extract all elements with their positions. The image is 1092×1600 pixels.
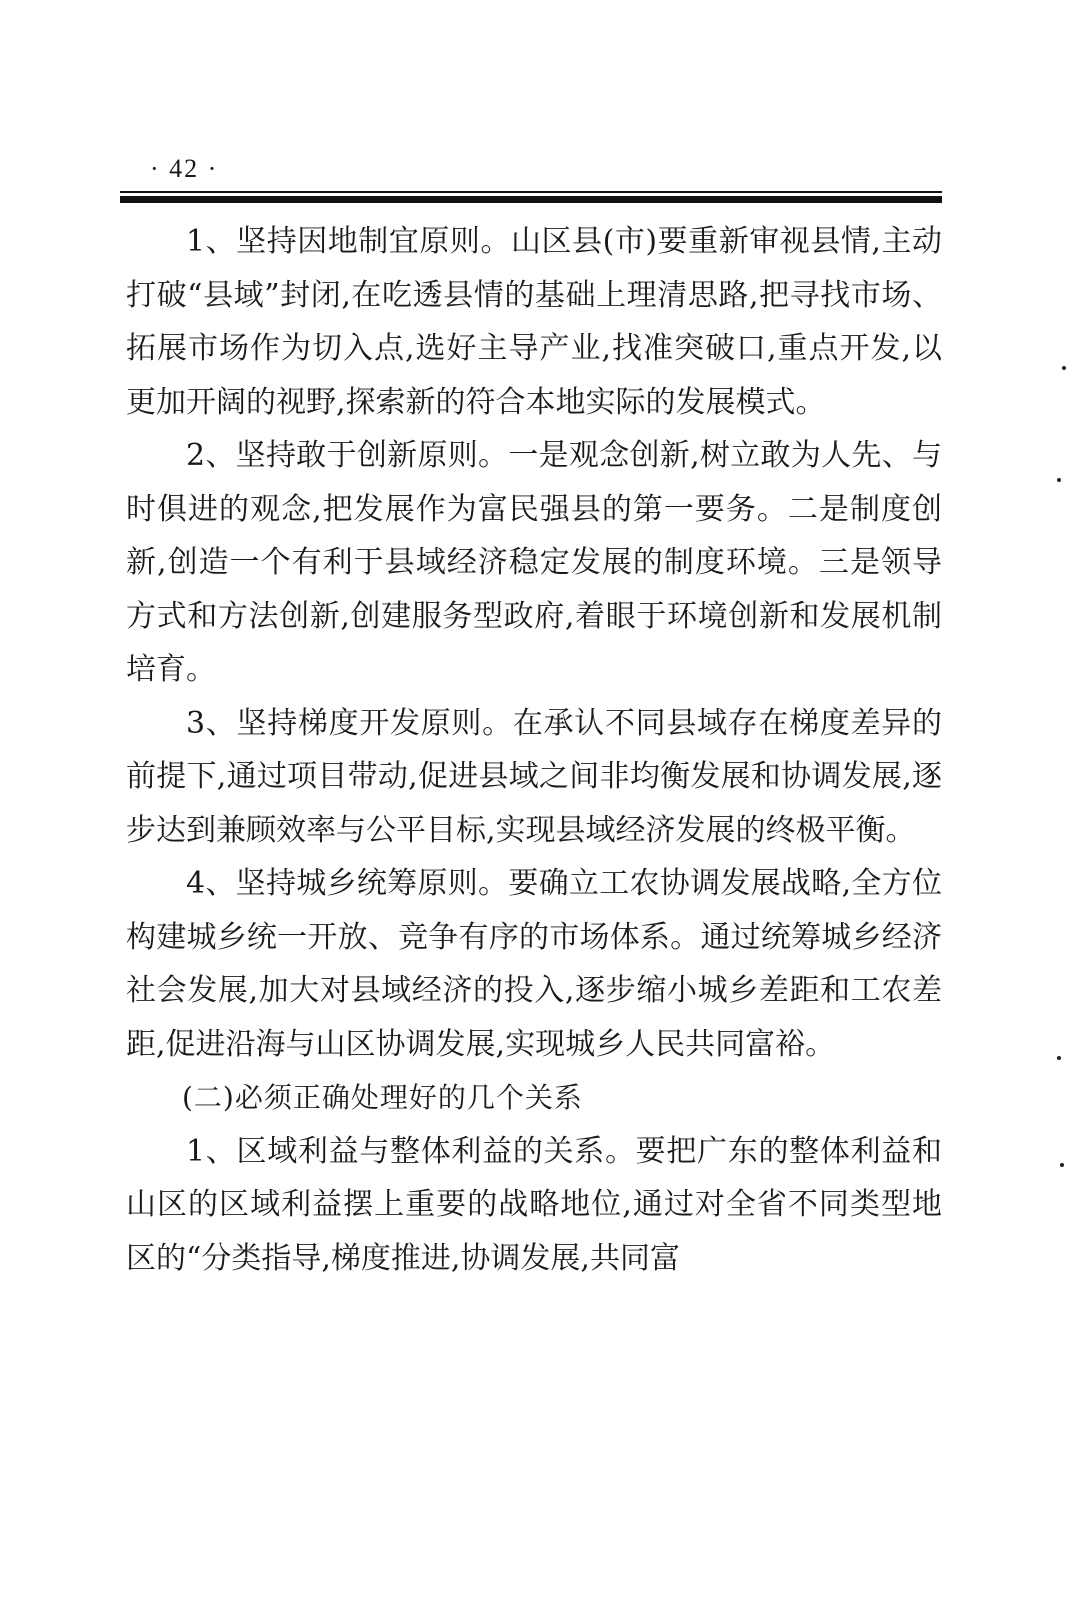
paragraph-principle-4: 4、坚持城乡统筹原则。要确立工农协调发展战略,全方位构建城乡统一开放、竞争有序的市场体系。通过统筹城乡经济社会发展,加大对县域经济的投入,逐步缩小城乡差距和工农差距,促进沿海与山区协调发展,实现城乡人民共同富裕。: [126, 866, 942, 1062]
paragraph-principle-1: 1、坚持因地制宜原则。山区县(市)要重新审视县情,主动打破“县域”封闭,在吃透县情的基础上理清思路,把寻找市场、拓展市场作为切入点,选好主导产业,找准突破口,重点开发,以更加开阔的视野,探索新的符合本地实际的发展模式。: [126, 224, 942, 420]
section-subheading: (二)必须正确处理好的几个关系: [182, 1081, 583, 1114]
header-rule-thick: [120, 196, 942, 203]
paragraph-relation-1: 1、区域利益与整体利益的关系。要把广东的整体利益和山区的区域利益摆上重要的战略地位,通过对全省不同类型地区的“分类指导,梯度推进,协调发展,共同富: [126, 1133, 942, 1276]
scan-speck: [1057, 1056, 1061, 1060]
scan-speck: [1057, 478, 1061, 482]
scan-speck: [1060, 1163, 1064, 1167]
page-number: · 42 ·: [150, 154, 219, 183]
page-header: [120, 150, 942, 200]
scan-speck: [1062, 366, 1066, 370]
paragraph-principle-3: 3、坚持梯度开发原则。在承认不同县域存在梯度差异的前提下,通过项目带动,促进县域之间非均衡发展和协调发展,逐步达到兼顾效率与公平目标,实现县域经济发展的终极平衡。: [126, 705, 942, 848]
body-text: [126, 215, 942, 1285]
header-rule-thin: [120, 191, 942, 193]
paragraph-principle-2: 2、坚持敢于创新原则。一是观念创新,树立敢为人先、与时俱进的观念,把发展作为富民强县的第一要务。二是制度创新,创造一个有利于县域经济稳定发展的制度环境。三是领导方式和方法创新,创建服务型政府,着眼于环境创新和发展机制培育。: [126, 438, 942, 687]
